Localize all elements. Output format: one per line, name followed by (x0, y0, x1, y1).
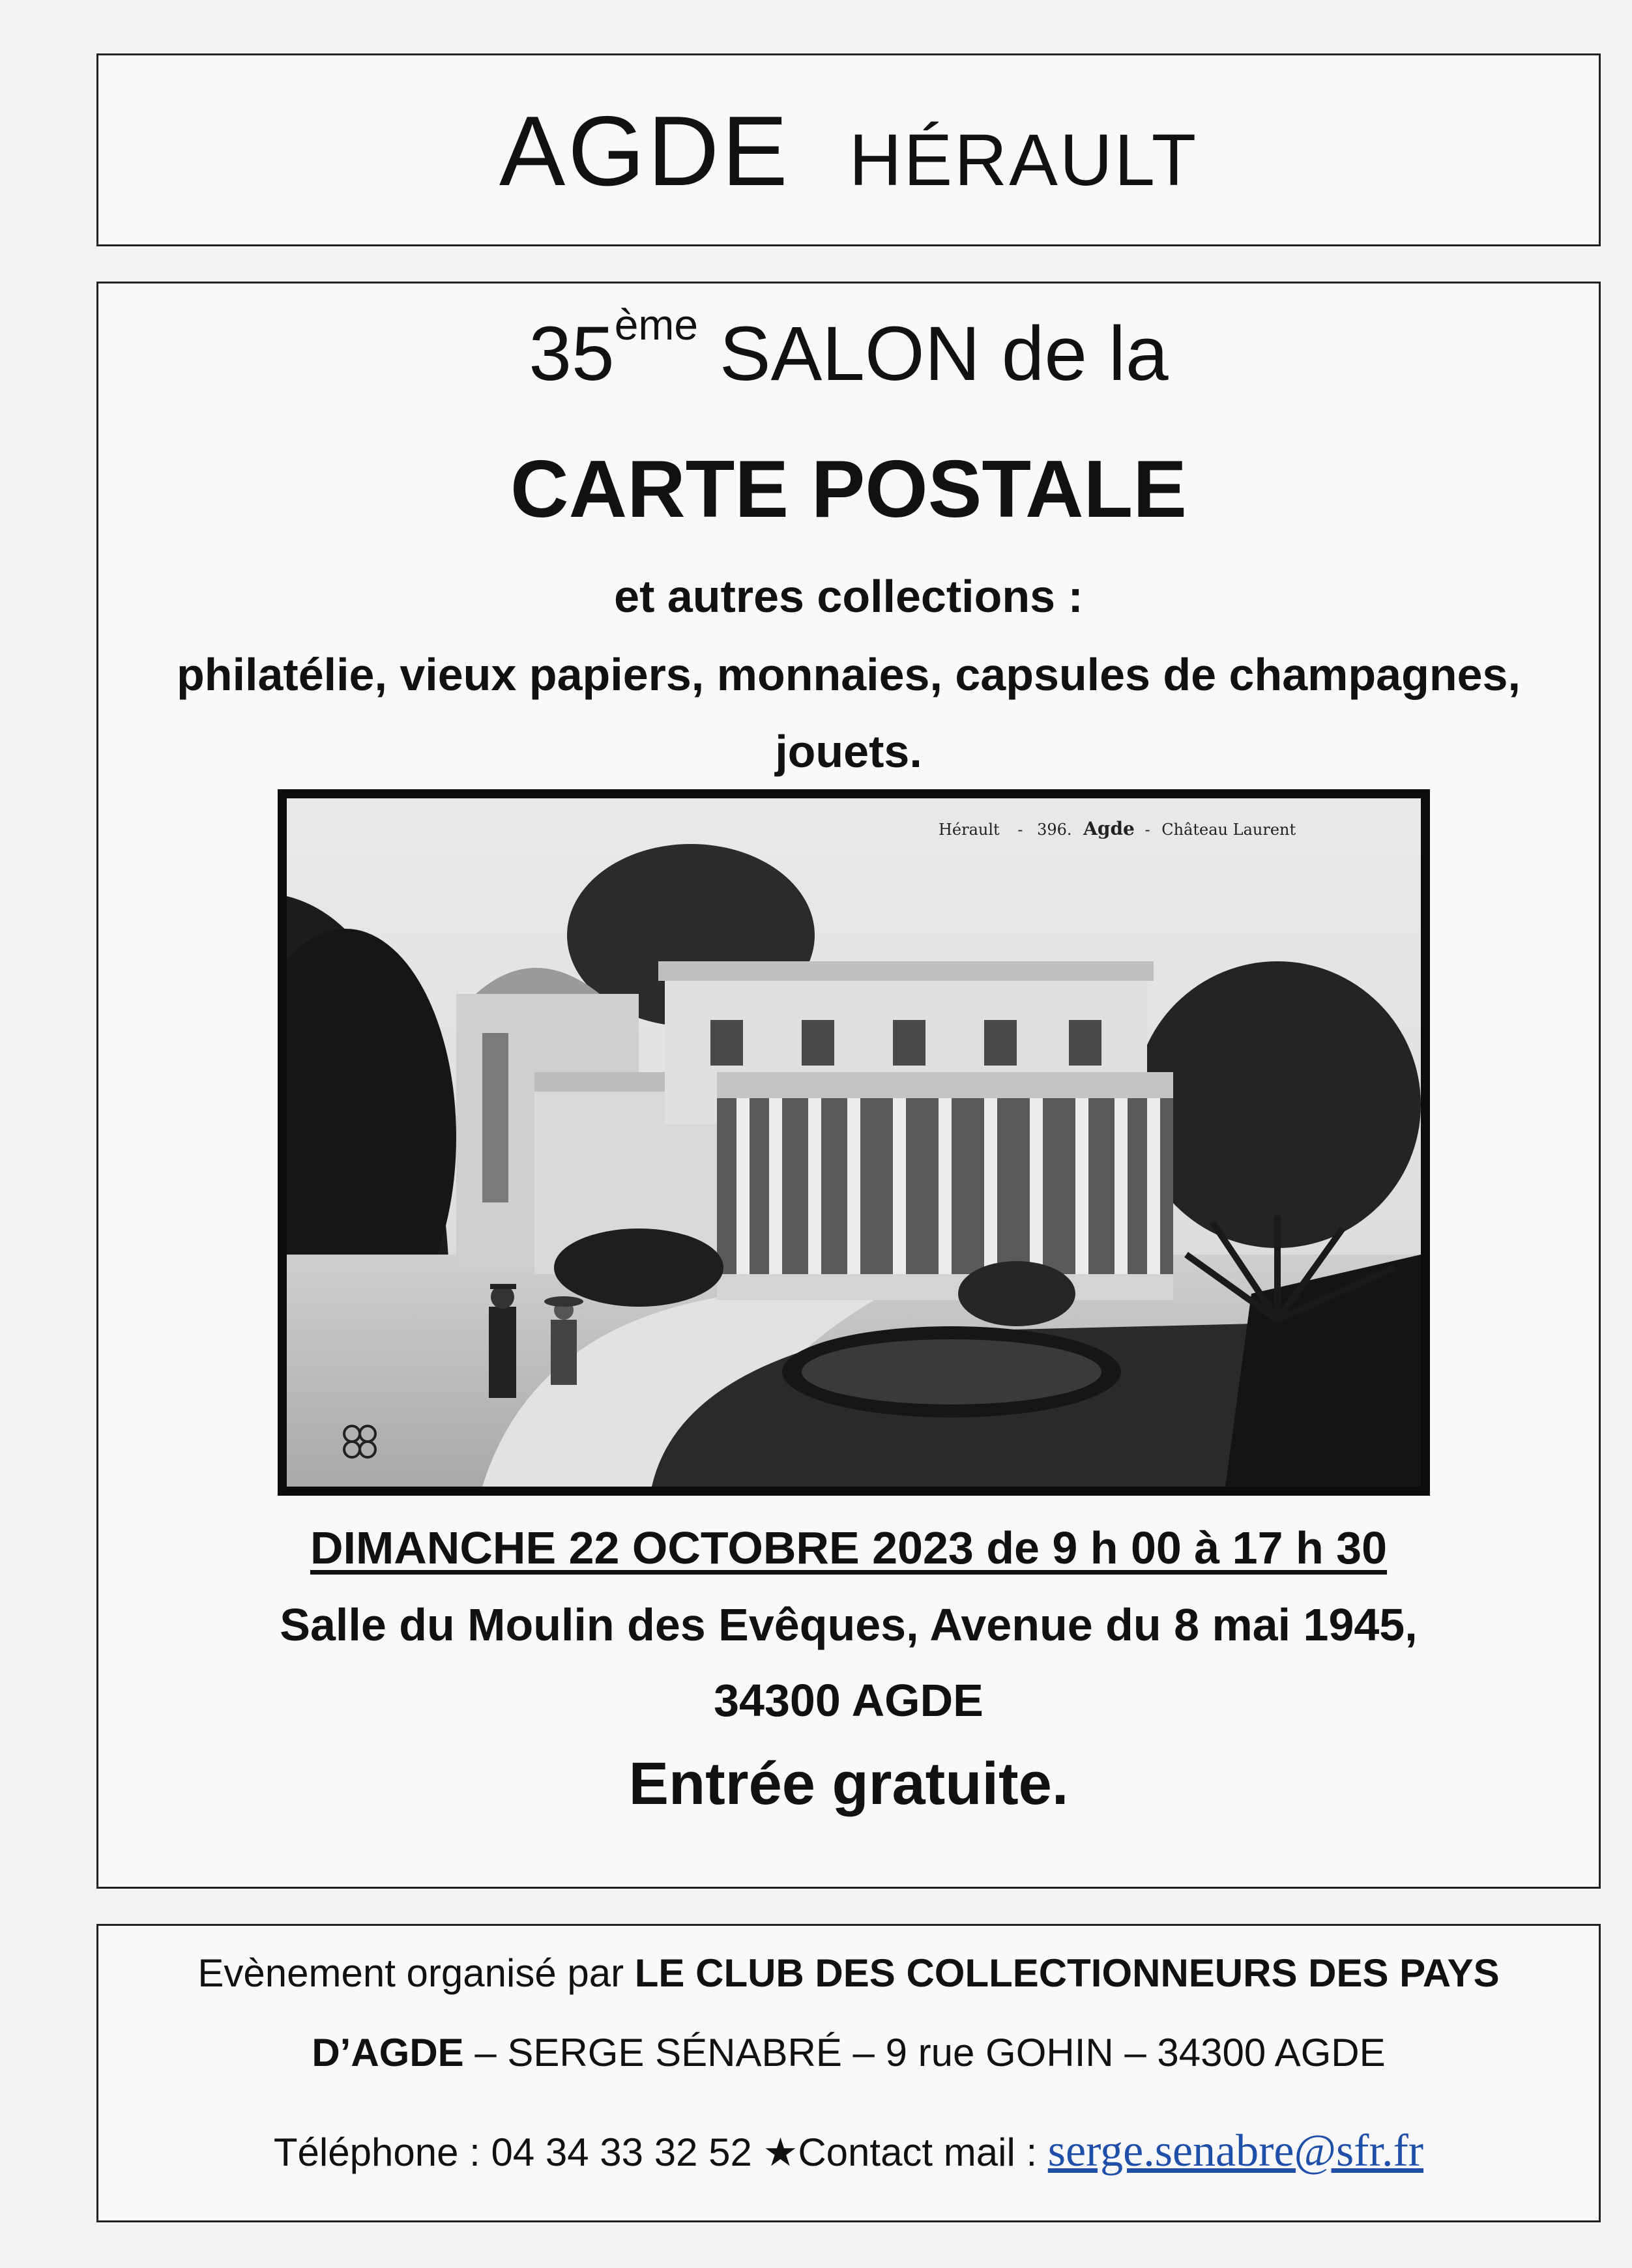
postcard-caption: Hérault - 396. Agde - Château Laurent (939, 818, 1296, 839)
collections-last: jouets. (775, 726, 922, 777)
caption-place: Château Laurent (1161, 821, 1296, 839)
organiser-details: – SERGE SÉNABRÉ – 9 rue GOHIN – 34300 AGDE (463, 2031, 1386, 2074)
star-icon: ★ (763, 2130, 798, 2174)
chateau-illustration (287, 798, 1421, 1487)
event-date-time: DIMANCHE 22 OCTOBRE 2023 de 9 h 00 à 17 h 30 (310, 1522, 1388, 1573)
salon-text: SALON de la (719, 311, 1169, 397)
club-name-part2: D’AGDE (312, 2031, 464, 2074)
edition-number: 35 (529, 311, 615, 397)
event-city: 34300 AGDE (714, 1675, 984, 1726)
caption-town: Agde (1083, 818, 1135, 839)
header-title (98, 94, 1599, 209)
footer-box (96, 1924, 1601, 2222)
salon-heading (98, 300, 1599, 398)
organiser-line (98, 1951, 1599, 1996)
event-title: CARTE POSTALE (510, 444, 1187, 534)
caption-region: Hérault (939, 821, 1000, 839)
event-venue: Salle du Moulin des Evêques, Avenue du 8 mai 1945, (280, 1599, 1418, 1650)
phone-label: Téléphone : 04 34 33 32 52 (273, 2130, 763, 2174)
edition-suffix: ème (614, 300, 699, 349)
collections-intro: et autres collections : (614, 571, 1083, 622)
header-region: HÉRAULT (849, 119, 1199, 201)
entry-notice: Entrée gratuite. (628, 1751, 1069, 1817)
header-city: AGDE (499, 96, 791, 207)
header-box (96, 53, 1601, 246)
main-box (96, 282, 1601, 1889)
postcard-photo (278, 789, 1430, 1496)
collections-items: philatélie, vieux papiers, monnaies, capsules de champagnes, (177, 649, 1521, 700)
organised-by-prefix: Evènement organisé par (197, 1951, 635, 1995)
contact-label: Contact mail : (798, 2130, 1048, 2174)
contact-line (98, 2125, 1599, 2177)
contact-email-link[interactable]: serge.senabre@sfr.fr (1047, 2126, 1424, 2176)
organiser-details-line (98, 2030, 1599, 2075)
caption-number: 396. (1037, 821, 1072, 839)
club-name-part1: LE CLUB DES COLLECTIONNEURS DES PAYS (634, 1951, 1500, 1995)
